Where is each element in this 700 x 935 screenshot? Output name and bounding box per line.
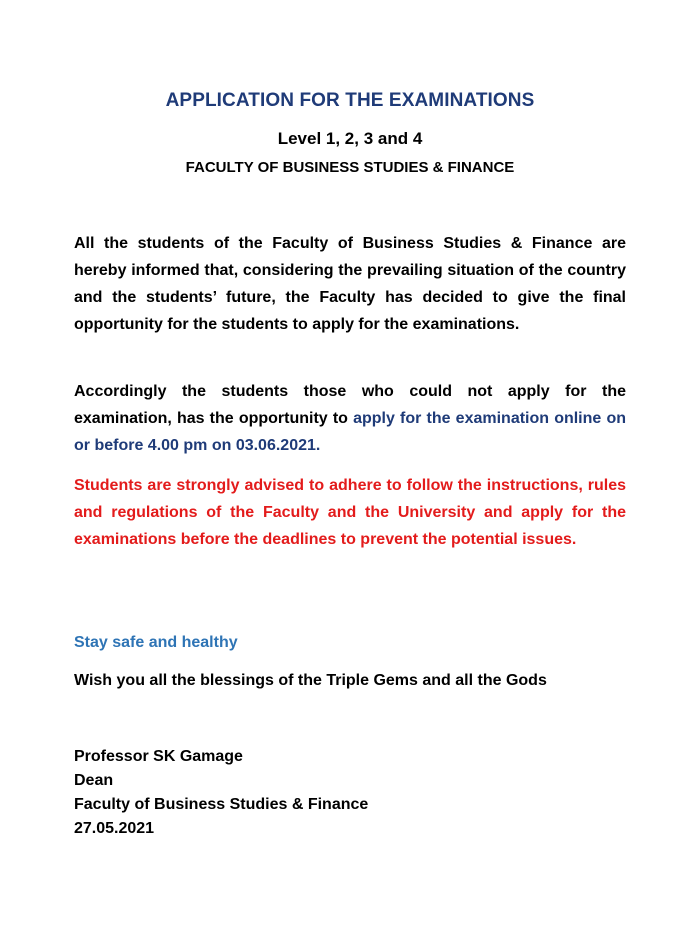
signature-block — [74, 745, 368, 841]
signatory-faculty: Faculty of Business Studies & Finance — [74, 796, 369, 813]
paragraph-opportunity-deadline: apply for the examination online on or before 4.00 pm on 03.06.2021. — [74, 410, 627, 454]
signatory-name: Professor SK Gamage — [74, 748, 243, 765]
signatory-date: 27.05.2021 — [74, 820, 155, 837]
paragraph-warning: Students are strongly advised to adhere to follow the instructions, rules and regulations of the Faculty and the University and apply for the examinations before the deadlines to prevent the potential issues. — [74, 477, 626, 548]
paragraph-opportunity — [74, 378, 626, 459]
notice-faculty-heading: FACULTY OF BUSINESS STUDIES & FINANCE — [185, 159, 515, 176]
paragraph-announcement: All the students of the Faculty of Business Studies & Finance are hereby informed that, considering the prevailing situation of the country and the students’ future, the Faculty has decided to give the final opportunity for the students to apply for the examinations. — [74, 235, 626, 333]
signatory-position: Dean — [74, 772, 114, 789]
notice-levels: Level 1, 2, 3 and 4 — [277, 129, 423, 148]
notice-title: APPLICATION FOR THE EXAMINATIONS — [165, 90, 535, 111]
wish-line: Wish you all the blessings of the Triple Gems and all the Gods — [74, 672, 547, 689]
stay-safe-line: Stay safe and healthy — [74, 634, 238, 651]
paragraph-opportunity-lead: Accordingly the students those who could not apply for the examination, has the opportunity to — [74, 383, 626, 427]
